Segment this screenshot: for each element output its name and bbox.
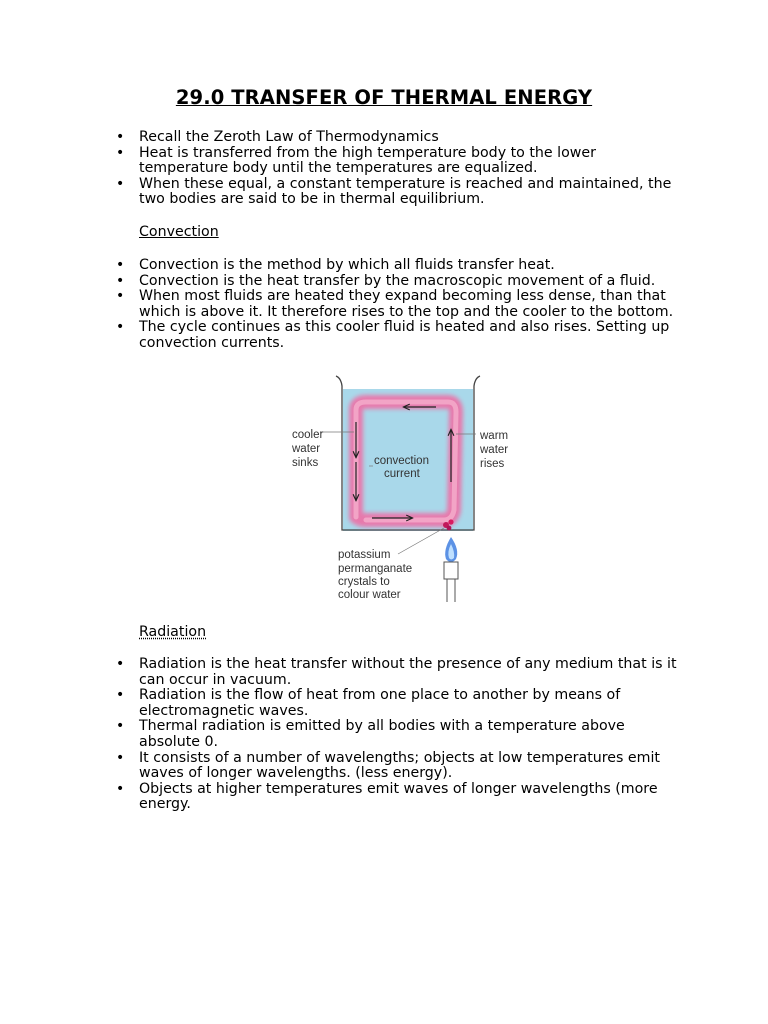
list-item: • Convection is the method by which all fluids transfer heat. — [139, 258, 684, 274]
crystal — [447, 526, 452, 531]
intro-bullet-list — [139, 130, 684, 208]
page-title: 29.0 TRANSFER OF THERMAL ENERGY — [175, 86, 593, 109]
list-item: • Thermal radiation is emitted by all bodies with a temperature above absolute 0. — [139, 719, 684, 750]
leader-line — [398, 528, 444, 554]
list-item: • The cycle continues as this cooler fluid is heated and also rises. Setting up convection currents. — [139, 320, 684, 351]
label-warm-water-rises: warm water rises — [480, 430, 509, 470]
convection-bullet-list — [139, 258, 684, 352]
list-item: • When most fluids are heated they expand becoming less dense, than that which is above it. It therefore rises to the top and the cooler to the bottom. — [139, 289, 684, 320]
list-item: • Convection is the heat transfer by the macroscopic movement of a fluid. — [139, 274, 684, 290]
radiation-heading: Radiation — [139, 624, 207, 640]
label-convection-current: convection current — [374, 455, 429, 480]
crystal — [448, 519, 453, 524]
list-item: • Heat is transferred from the high temperature body to the lower temperature body until the temperatures are equalized. — [139, 146, 684, 177]
list-item: • Objects at higher temperatures emit waves of longer wavelengths (more energy. — [139, 782, 684, 813]
list-item: • It consists of a number of wavelengths; objects at low temperatures emit waves of longer wavelengths. (less energy). — [139, 751, 684, 782]
list-item: • Radiation is the heat transfer without the presence of any medium that is it can occur in vacuum. — [139, 657, 684, 688]
list-item: • When these equal, a constant temperature is reached and maintained, the two bodies are said to be in thermal equilibrium. — [139, 177, 684, 208]
burner — [444, 562, 458, 579]
list-item: • Radiation is the flow of heat from one place to another by means of electromagnetic waves. — [139, 688, 684, 719]
label-potassium-permanganate: potassium permanganate crystals to colour water — [338, 549, 413, 601]
label-cooler-water-sinks: cooler water sinks — [292, 429, 324, 469]
radiation-bullet-list — [139, 657, 684, 813]
convection-diagram-svg — [286, 372, 516, 604]
convection-heading: Convection — [139, 224, 219, 240]
list-item: • Recall the Zeroth Law of Thermodynamics — [139, 130, 684, 146]
convection-diagram — [286, 372, 516, 604]
